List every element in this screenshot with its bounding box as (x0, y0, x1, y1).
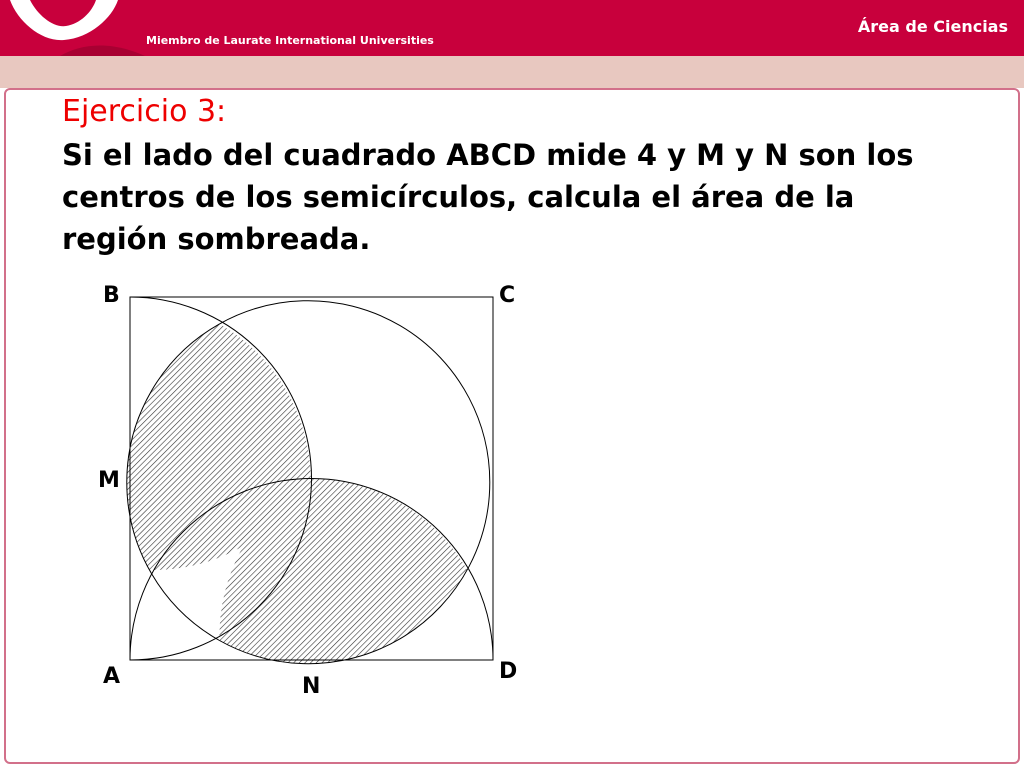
label-a: A (103, 664, 121, 689)
exercise-statement-line-2: centros de los semicírculos, calcula el área de la (62, 180, 855, 214)
label-n: N (302, 674, 321, 699)
label-b: B (103, 283, 120, 308)
label-d: D (499, 659, 518, 684)
label-c: C (499, 283, 516, 308)
header-tagline: Miembro de Laurate International Universities (146, 34, 434, 47)
exercise-statement-line-1: Si el lado del cuadrado ABCD mide 4 y M y N son los (62, 138, 914, 172)
exercise-statement-line-3: región sombreada. (62, 222, 371, 256)
exercise-title: Ejercicio 3: (62, 94, 227, 129)
label-m: M (98, 468, 120, 493)
section-title: Área de Ciencias (857, 17, 1008, 36)
